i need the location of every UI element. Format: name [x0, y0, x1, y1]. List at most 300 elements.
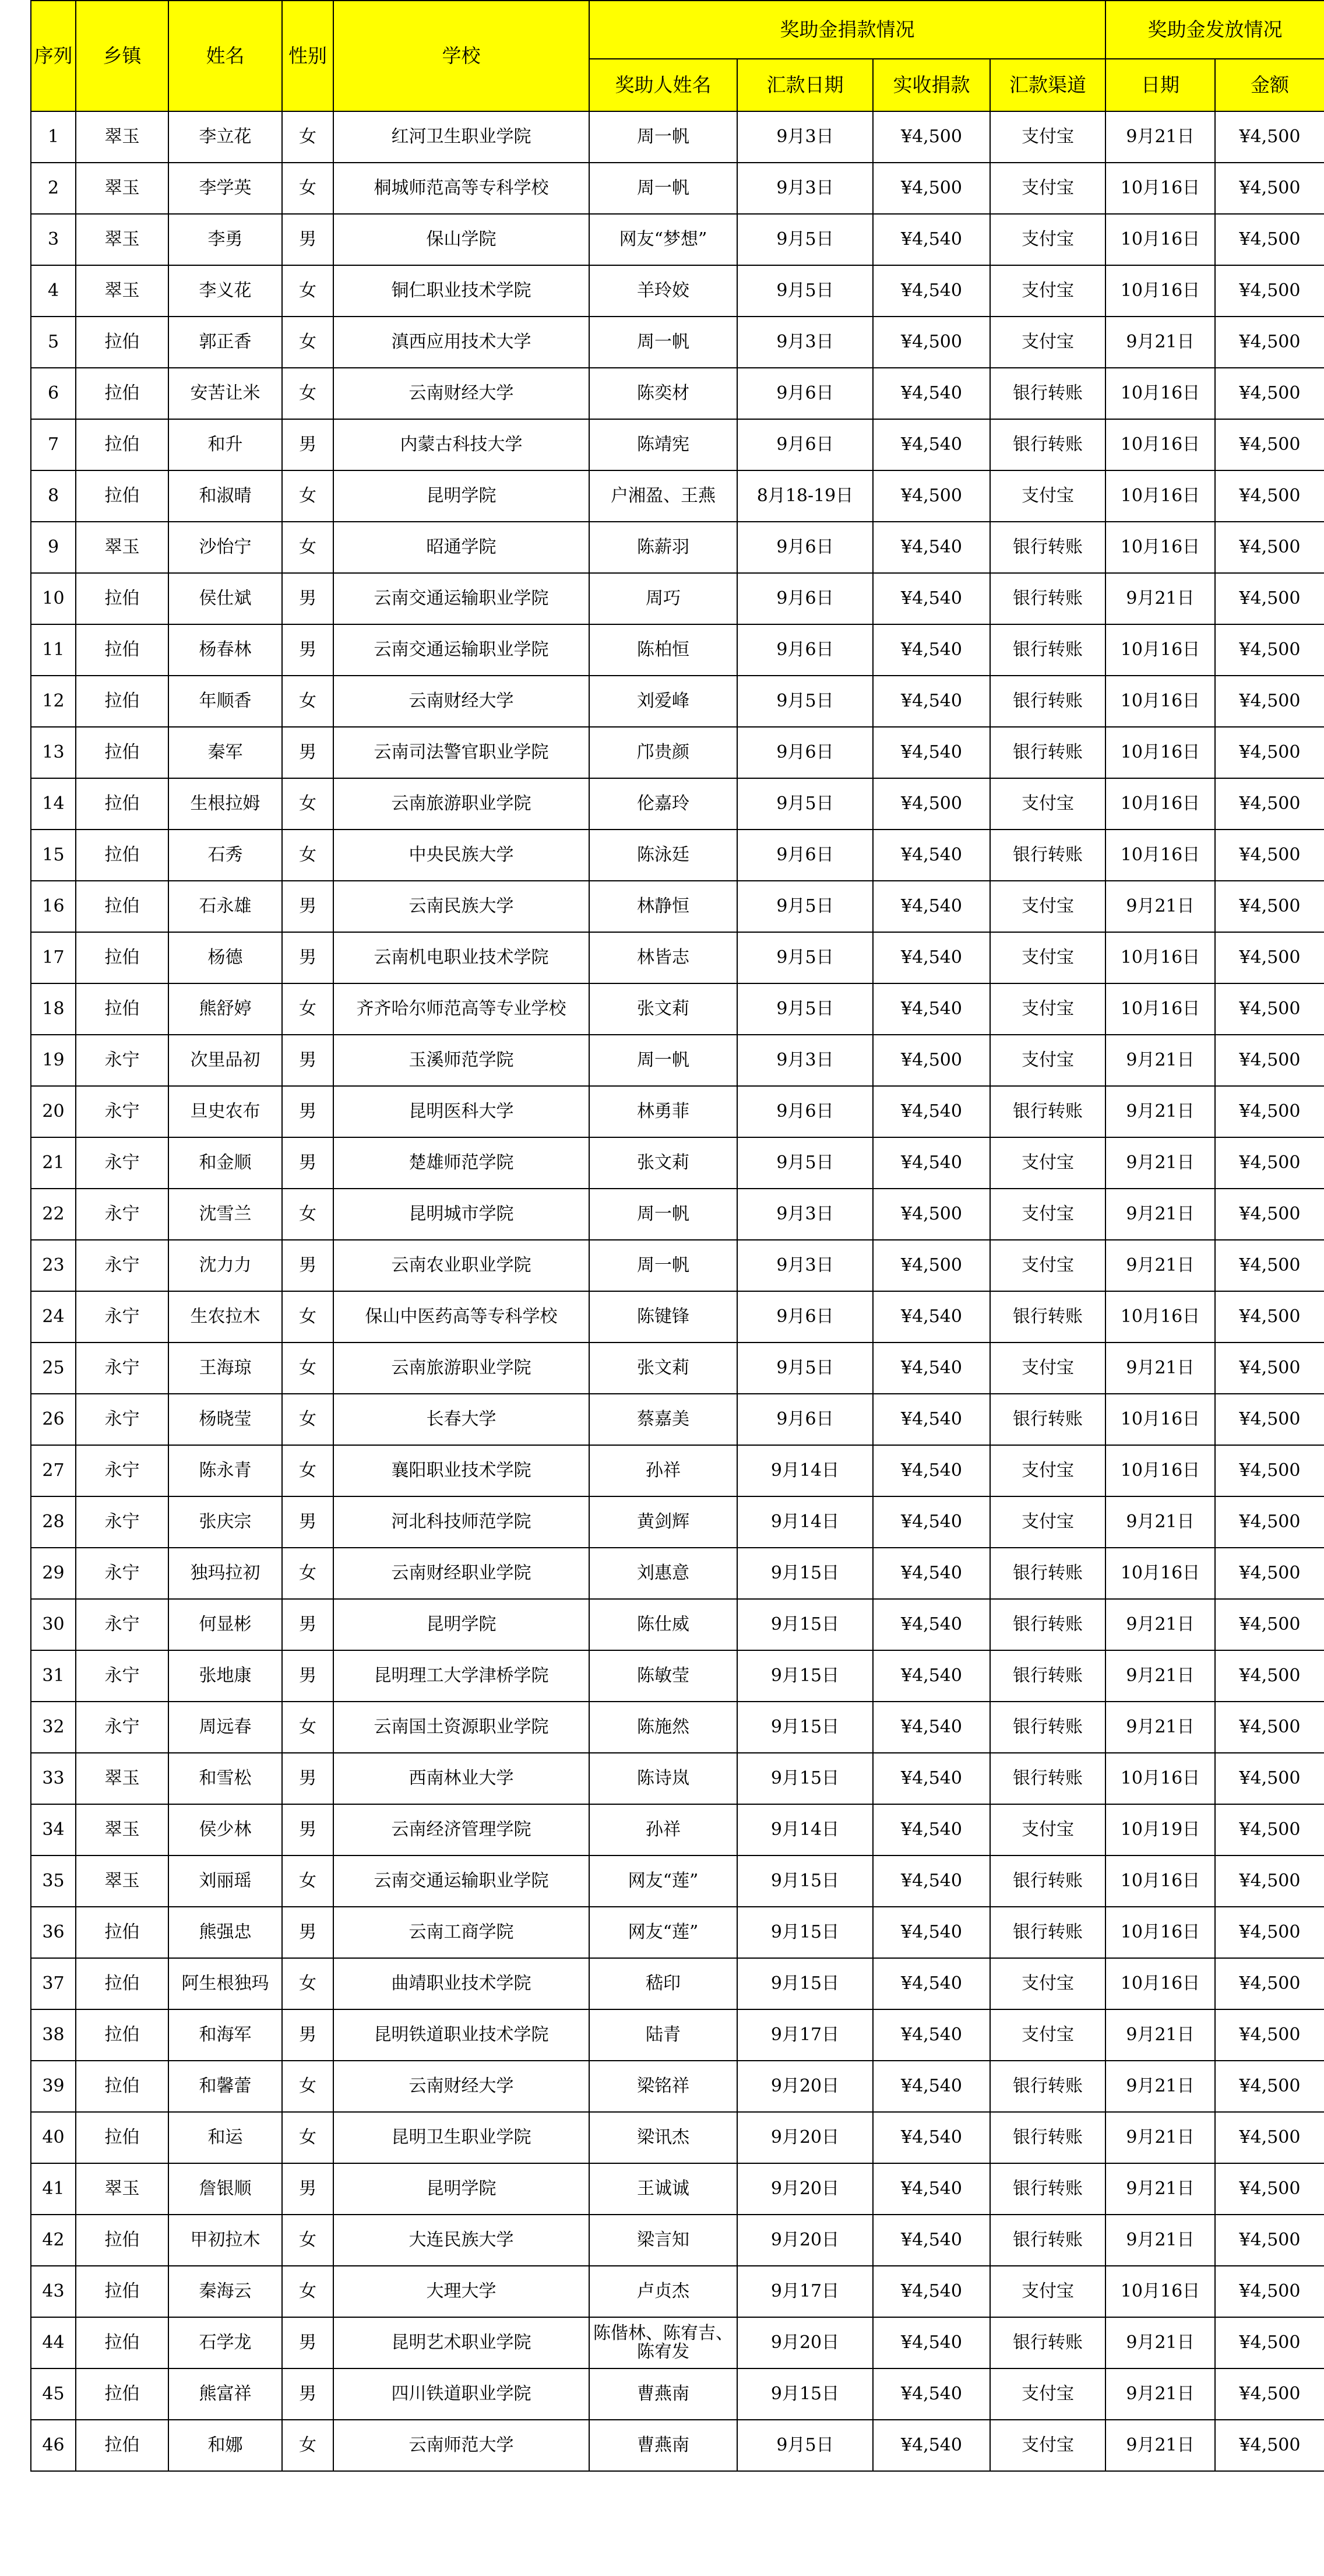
cell-amount-received: ¥4,540 [873, 881, 990, 932]
cell-remit-date: 9月5日 [737, 778, 873, 830]
cell-payout-date: 9月21日 [1105, 2420, 1215, 2471]
cell-index: 2 [31, 163, 76, 214]
cell-school: 昆明医科大学 [333, 1086, 589, 1137]
cell-amount-received: ¥4,540 [873, 265, 990, 317]
table-row [31, 727, 1324, 778]
table-row [31, 1753, 1324, 1804]
header-donor: 奖助人姓名 [589, 59, 737, 111]
cell-school: 西南林业大学 [333, 1753, 589, 1804]
table-row [31, 111, 1324, 163]
cell-gender: 男 [282, 1035, 333, 1086]
cell-payout-date: 10月16日 [1105, 1394, 1215, 1445]
cell-payout-date: 9月21日 [1105, 1650, 1215, 1702]
cell-amount-received: ¥4,540 [873, 1496, 990, 1548]
cell-name: 刘丽瑶 [168, 1855, 282, 1907]
cell-town: 拉伯 [76, 778, 168, 830]
cell-gender: 男 [282, 1240, 333, 1291]
cell-donor: 周一帆 [589, 111, 737, 163]
cell-donor: 陈柏恒 [589, 624, 737, 676]
cell-payout-date: 9月21日 [1105, 1035, 1215, 1086]
cell-town: 永宁 [76, 1189, 168, 1240]
cell-donor: 羊玲姣 [589, 265, 737, 317]
cell-town: 拉伯 [76, 2112, 168, 2163]
cell-town: 拉伯 [76, 573, 168, 624]
cell-town: 永宁 [76, 1086, 168, 1137]
cell-payout-date: 10月16日 [1105, 676, 1215, 727]
cell-index: 8 [31, 470, 76, 522]
cell-channel: 银行转账 [990, 2163, 1105, 2215]
cell-payout-date: 10月16日 [1105, 1291, 1215, 1343]
cell-payout-date: 10月16日 [1105, 470, 1215, 522]
cell-channel: 银行转账 [990, 2215, 1105, 2266]
cell-town: 拉伯 [76, 676, 168, 727]
cell-amount-received: ¥4,540 [873, 573, 990, 624]
cell-channel: 支付宝 [990, 1240, 1105, 1291]
cell-payout-amount: ¥4,500 [1215, 2368, 1324, 2420]
cell-index: 31 [31, 1650, 76, 1702]
header-row-top [31, 1, 1324, 59]
cell-channel: 支付宝 [990, 778, 1105, 830]
cell-town: 永宁 [76, 1445, 168, 1496]
cell-index: 24 [31, 1291, 76, 1343]
cell-school: 河北科技师范学院 [333, 1496, 589, 1548]
cell-index: 25 [31, 1343, 76, 1394]
cell-payout-date: 9月21日 [1105, 2215, 1215, 2266]
cell-payout-date: 10月16日 [1105, 1855, 1215, 1907]
cell-donor: 户湘盈、王燕 [589, 470, 737, 522]
table-row [31, 778, 1324, 830]
cell-channel: 银行转账 [990, 1291, 1105, 1343]
cell-gender: 女 [282, 1291, 333, 1343]
cell-index: 9 [31, 522, 76, 573]
cell-remit-date: 9月15日 [737, 1907, 873, 1958]
cell-channel: 银行转账 [990, 1753, 1105, 1804]
cell-index: 35 [31, 1855, 76, 1907]
cell-gender: 男 [282, 419, 333, 470]
cell-town: 拉伯 [76, 419, 168, 470]
header-payout-date: 日期 [1105, 59, 1215, 111]
cell-channel: 支付宝 [990, 1035, 1105, 1086]
cell-payout-date: 9月21日 [1105, 317, 1215, 368]
header-school: 学校 [333, 1, 589, 111]
cell-gender: 女 [282, 317, 333, 368]
cell-gender: 女 [282, 111, 333, 163]
cell-remit-date: 9月15日 [737, 1855, 873, 1907]
cell-payout-date: 9月21日 [1105, 881, 1215, 932]
cell-amount-received: ¥4,540 [873, 2266, 990, 2317]
cell-gender: 女 [282, 1394, 333, 1445]
cell-name: 李勇 [168, 214, 282, 265]
table-row [31, 1855, 1324, 1907]
cell-town: 拉伯 [76, 624, 168, 676]
table-row [31, 2266, 1324, 2317]
cell-town: 永宁 [76, 1394, 168, 1445]
cell-index: 1 [31, 111, 76, 163]
table-row [31, 1240, 1324, 1291]
cell-school: 楚雄师范学院 [333, 1137, 589, 1189]
cell-school: 云南交通运输职业学院 [333, 624, 589, 676]
table-row [31, 2061, 1324, 2112]
cell-gender: 女 [282, 2112, 333, 2163]
cell-amount-received: ¥4,500 [873, 163, 990, 214]
header-gender: 性别 [282, 1, 333, 111]
cell-payout-amount: ¥4,500 [1215, 2317, 1324, 2368]
cell-remit-date: 9月15日 [737, 1702, 873, 1753]
table-row [31, 2215, 1324, 2266]
cell-gender: 女 [282, 522, 333, 573]
cell-gender: 男 [282, 1137, 333, 1189]
cell-donor: 林皆志 [589, 932, 737, 983]
cell-payout-date: 10月16日 [1105, 778, 1215, 830]
cell-payout-amount: ¥4,500 [1215, 1394, 1324, 1445]
cell-amount-received: ¥4,540 [873, 2368, 990, 2420]
cell-town: 拉伯 [76, 2009, 168, 2061]
cell-school: 桐城师范高等专科学校 [333, 163, 589, 214]
cell-payout-date: 10月16日 [1105, 214, 1215, 265]
cell-gender: 女 [282, 2215, 333, 2266]
cell-name: 何显彬 [168, 1599, 282, 1650]
cell-channel: 支付宝 [990, 2266, 1105, 2317]
cell-gender: 男 [282, 932, 333, 983]
cell-gender: 男 [282, 2009, 333, 2061]
cell-school: 昭通学院 [333, 522, 589, 573]
cell-payout-amount: ¥4,500 [1215, 1035, 1324, 1086]
cell-payout-amount: ¥4,500 [1215, 1753, 1324, 1804]
cell-amount-received: ¥4,540 [873, 2061, 990, 2112]
cell-channel: 银行转账 [990, 1548, 1105, 1599]
cell-amount-received: ¥4,540 [873, 1855, 990, 1907]
cell-donor: 邝贵颜 [589, 727, 737, 778]
table-row [31, 1189, 1324, 1240]
cell-town: 永宁 [76, 1137, 168, 1189]
cell-channel: 支付宝 [990, 1804, 1105, 1855]
table-row [31, 1907, 1324, 1958]
cell-gender: 男 [282, 2368, 333, 2420]
cell-remit-date: 9月15日 [737, 1599, 873, 1650]
cell-payout-amount: ¥4,500 [1215, 2420, 1324, 2471]
table-row [31, 1137, 1324, 1189]
cell-name: 和海军 [168, 2009, 282, 2061]
cell-payout-date: 10月16日 [1105, 1548, 1215, 1599]
cell-remit-date: 9月3日 [737, 163, 873, 214]
cell-gender: 男 [282, 727, 333, 778]
cell-donor: 林勇菲 [589, 1086, 737, 1137]
cell-town: 永宁 [76, 1650, 168, 1702]
table-row [31, 317, 1324, 368]
cell-school: 齐齐哈尔师范高等专业学校 [333, 983, 589, 1035]
cell-school: 保山学院 [333, 214, 589, 265]
cell-amount-received: ¥4,540 [873, 2317, 990, 2368]
cell-index: 36 [31, 1907, 76, 1958]
cell-payout-amount: ¥4,500 [1215, 1958, 1324, 2009]
cell-channel: 银行转账 [990, 2061, 1105, 2112]
cell-amount-received: ¥4,540 [873, 522, 990, 573]
cell-donor: 梁讯杰 [589, 2112, 737, 2163]
header-donation-group: 奖助金捐款情况 [589, 1, 1105, 59]
cell-name: 和淑晴 [168, 470, 282, 522]
cell-donor: 陈靖宪 [589, 419, 737, 470]
cell-amount-received: ¥4,500 [873, 1035, 990, 1086]
header-name: 姓名 [168, 1, 282, 111]
cell-remit-date: 9月15日 [737, 2368, 873, 2420]
cell-index: 19 [31, 1035, 76, 1086]
cell-donor: 周一帆 [589, 317, 737, 368]
table-row [31, 265, 1324, 317]
cell-channel: 支付宝 [990, 163, 1105, 214]
cell-town: 永宁 [76, 1343, 168, 1394]
table-row [31, 983, 1324, 1035]
cell-channel: 支付宝 [990, 111, 1105, 163]
table-row [31, 1599, 1324, 1650]
cell-name: 独玛拉初 [168, 1548, 282, 1599]
scholarship-table [30, 0, 1324, 2472]
cell-payout-amount: ¥4,500 [1215, 1804, 1324, 1855]
cell-remit-date: 9月15日 [737, 1548, 873, 1599]
cell-remit-date: 9月6日 [737, 1086, 873, 1137]
table-row [31, 1394, 1324, 1445]
cell-school: 云南财经职业学院 [333, 1548, 589, 1599]
cell-remit-date: 9月5日 [737, 932, 873, 983]
cell-remit-date: 9月17日 [737, 2266, 873, 2317]
cell-channel: 支付宝 [990, 214, 1105, 265]
header-town: 乡镇 [76, 1, 168, 111]
table-row [31, 1291, 1324, 1343]
cell-town: 永宁 [76, 1496, 168, 1548]
cell-remit-date: 9月6日 [737, 830, 873, 881]
cell-name: 熊强忠 [168, 1907, 282, 1958]
header-channel: 汇款渠道 [990, 59, 1105, 111]
cell-amount-received: ¥4,540 [873, 624, 990, 676]
cell-town: 拉伯 [76, 2420, 168, 2471]
cell-name: 和雪松 [168, 1753, 282, 1804]
cell-remit-date: 9月5日 [737, 2420, 873, 2471]
table-row [31, 368, 1324, 419]
cell-channel: 银行转账 [990, 1599, 1105, 1650]
cell-gender: 女 [282, 1702, 333, 1753]
cell-remit-date: 9月20日 [737, 2112, 873, 2163]
cell-town: 翠玉 [76, 1855, 168, 1907]
cell-amount-received: ¥4,500 [873, 1189, 990, 1240]
cell-donor: 陈施然 [589, 1702, 737, 1753]
cell-name: 秦海云 [168, 2266, 282, 2317]
cell-town: 翠玉 [76, 265, 168, 317]
cell-index: 12 [31, 676, 76, 727]
cell-payout-amount: ¥4,500 [1215, 317, 1324, 368]
cell-school: 昆明学院 [333, 2163, 589, 2215]
table-row [31, 419, 1324, 470]
cell-payout-amount: ¥4,500 [1215, 1189, 1324, 1240]
cell-school: 云南国土资源职业学院 [333, 1702, 589, 1753]
header-remit-date: 汇款日期 [737, 59, 873, 111]
cell-amount-received: ¥4,540 [873, 2215, 990, 2266]
cell-gender: 女 [282, 676, 333, 727]
cell-school: 大连民族大学 [333, 2215, 589, 2266]
cell-index: 44 [31, 2317, 76, 2368]
cell-name: 张庆宗 [168, 1496, 282, 1548]
cell-gender: 女 [282, 1958, 333, 2009]
cell-amount-received: ¥4,540 [873, 983, 990, 1035]
cell-gender: 女 [282, 368, 333, 419]
cell-town: 拉伯 [76, 317, 168, 368]
cell-school: 云南经济管理学院 [333, 1804, 589, 1855]
cell-name: 沈力力 [168, 1240, 282, 1291]
cell-payout-amount: ¥4,500 [1215, 881, 1324, 932]
cell-remit-date: 9月6日 [737, 522, 873, 573]
cell-town: 拉伯 [76, 727, 168, 778]
cell-channel: 支付宝 [990, 317, 1105, 368]
cell-payout-amount: ¥4,500 [1215, 470, 1324, 522]
cell-payout-date: 9月21日 [1105, 111, 1215, 163]
table-row [31, 1958, 1324, 2009]
cell-amount-received: ¥4,540 [873, 1702, 990, 1753]
cell-name: 詹银顺 [168, 2163, 282, 2215]
cell-town: 永宁 [76, 1035, 168, 1086]
cell-town: 翠玉 [76, 1753, 168, 1804]
cell-remit-date: 9月20日 [737, 2317, 873, 2368]
cell-amount-received: ¥4,540 [873, 830, 990, 881]
cell-amount-received: ¥4,540 [873, 1958, 990, 2009]
cell-gender: 男 [282, 2163, 333, 2215]
cell-name: 陈永青 [168, 1445, 282, 1496]
cell-payout-amount: ¥4,500 [1215, 1496, 1324, 1548]
cell-payout-amount: ¥4,500 [1215, 368, 1324, 419]
cell-payout-amount: ¥4,500 [1215, 932, 1324, 983]
cell-payout-amount: ¥4,500 [1215, 983, 1324, 1035]
table-row [31, 1702, 1324, 1753]
cell-name: 石永雄 [168, 881, 282, 932]
cell-donor: 黄剑辉 [589, 1496, 737, 1548]
header-payout-amount: 金额 [1215, 59, 1324, 111]
cell-channel: 银行转账 [990, 1086, 1105, 1137]
cell-payout-amount: ¥4,500 [1215, 2009, 1324, 2061]
cell-payout-amount: ¥4,500 [1215, 2112, 1324, 2163]
cell-payout-date: 10月16日 [1105, 1907, 1215, 1958]
cell-channel: 支付宝 [990, 983, 1105, 1035]
cell-school: 云南财经大学 [333, 368, 589, 419]
cell-name: 和升 [168, 419, 282, 470]
cell-channel: 支付宝 [990, 1445, 1105, 1496]
cell-remit-date: 9月14日 [737, 1496, 873, 1548]
cell-town: 拉伯 [76, 2317, 168, 2368]
cell-name: 石学龙 [168, 2317, 282, 2368]
cell-payout-amount: ¥4,500 [1215, 830, 1324, 881]
cell-payout-amount: ¥4,500 [1215, 778, 1324, 830]
cell-donor: 王诚诚 [589, 2163, 737, 2215]
table-row [31, 2163, 1324, 2215]
table-row [31, 522, 1324, 573]
cell-channel: 支付宝 [990, 2420, 1105, 2471]
cell-name: 周远春 [168, 1702, 282, 1753]
cell-remit-date: 9月15日 [737, 1753, 873, 1804]
cell-town: 翠玉 [76, 1804, 168, 1855]
cell-name: 和娜 [168, 2420, 282, 2471]
cell-remit-date: 9月6日 [737, 368, 873, 419]
cell-index: 17 [31, 932, 76, 983]
cell-school: 云南财经大学 [333, 676, 589, 727]
cell-school: 云南工商学院 [333, 1907, 589, 1958]
cell-name: 和金顺 [168, 1137, 282, 1189]
cell-amount-received: ¥4,540 [873, 1291, 990, 1343]
cell-gender: 女 [282, 1189, 333, 1240]
cell-payout-amount: ¥4,500 [1215, 2163, 1324, 2215]
cell-remit-date: 9月6日 [737, 419, 873, 470]
cell-payout-amount: ¥4,500 [1215, 1702, 1324, 1753]
cell-donor: 梁铭祥 [589, 2061, 737, 2112]
cell-channel: 银行转账 [990, 830, 1105, 881]
cell-school: 曲靖职业技术学院 [333, 1958, 589, 2009]
cell-school: 云南农业职业学院 [333, 1240, 589, 1291]
cell-payout-amount: ¥4,500 [1215, 2061, 1324, 2112]
cell-school: 云南旅游职业学院 [333, 1343, 589, 1394]
cell-amount-received: ¥4,540 [873, 1804, 990, 1855]
cell-donor: 梁言知 [589, 2215, 737, 2266]
cell-school: 云南民族大学 [333, 881, 589, 932]
cell-school: 红河卫生职业学院 [333, 111, 589, 163]
cell-town: 拉伯 [76, 368, 168, 419]
cell-town: 拉伯 [76, 932, 168, 983]
cell-name: 张地康 [168, 1650, 282, 1702]
cell-remit-date: 9月3日 [737, 317, 873, 368]
cell-channel: 支付宝 [990, 1137, 1105, 1189]
cell-payout-date: 10月16日 [1105, 419, 1215, 470]
cell-donor: 伦嘉玲 [589, 778, 737, 830]
cell-donor: 陈薪羽 [589, 522, 737, 573]
cell-channel: 银行转账 [990, 1907, 1105, 1958]
cell-channel: 支付宝 [990, 265, 1105, 317]
cell-payout-date: 10月16日 [1105, 163, 1215, 214]
cell-school: 铜仁职业技术学院 [333, 265, 589, 317]
cell-channel: 银行转账 [990, 2112, 1105, 2163]
cell-donor: 曹燕南 [589, 2420, 737, 2471]
table-row [31, 2009, 1324, 2061]
table-row [31, 163, 1324, 214]
cell-channel: 银行转账 [990, 368, 1105, 419]
table-row [31, 2420, 1324, 2471]
cell-payout-date: 9月21日 [1105, 1496, 1215, 1548]
cell-channel: 银行转账 [990, 1702, 1105, 1753]
cell-name: 熊富祥 [168, 2368, 282, 2420]
cell-donor: 蔡嘉美 [589, 1394, 737, 1445]
cell-channel: 银行转账 [990, 676, 1105, 727]
cell-payout-date: 9月21日 [1105, 2112, 1215, 2163]
table-row [31, 1650, 1324, 1702]
cell-index: 34 [31, 1804, 76, 1855]
cell-name: 旦史农布 [168, 1086, 282, 1137]
cell-amount-received: ¥4,540 [873, 1907, 990, 1958]
header-index: 序列 [31, 1, 76, 111]
cell-gender: 男 [282, 1496, 333, 1548]
cell-gender: 男 [282, 881, 333, 932]
cell-payout-amount: ¥4,500 [1215, 1086, 1324, 1137]
cell-name: 杨德 [168, 932, 282, 983]
cell-index: 38 [31, 2009, 76, 2061]
cell-name: 沈雪兰 [168, 1189, 282, 1240]
cell-name: 杨晓莹 [168, 1394, 282, 1445]
cell-payout-date: 10月16日 [1105, 983, 1215, 1035]
cell-town: 拉伯 [76, 881, 168, 932]
table-row [31, 2112, 1324, 2163]
table-row [31, 1445, 1324, 1496]
cell-donor: 曹燕南 [589, 2368, 737, 2420]
cell-school: 襄阳职业技术学院 [333, 1445, 589, 1496]
cell-remit-date: 9月17日 [737, 2009, 873, 2061]
cell-name: 安苦让米 [168, 368, 282, 419]
cell-donor: 网友“莲” [589, 1907, 737, 1958]
cell-school: 云南交通运输职业学院 [333, 1855, 589, 1907]
cell-payout-amount: ¥4,500 [1215, 1445, 1324, 1496]
cell-index: 20 [31, 1086, 76, 1137]
cell-index: 14 [31, 778, 76, 830]
